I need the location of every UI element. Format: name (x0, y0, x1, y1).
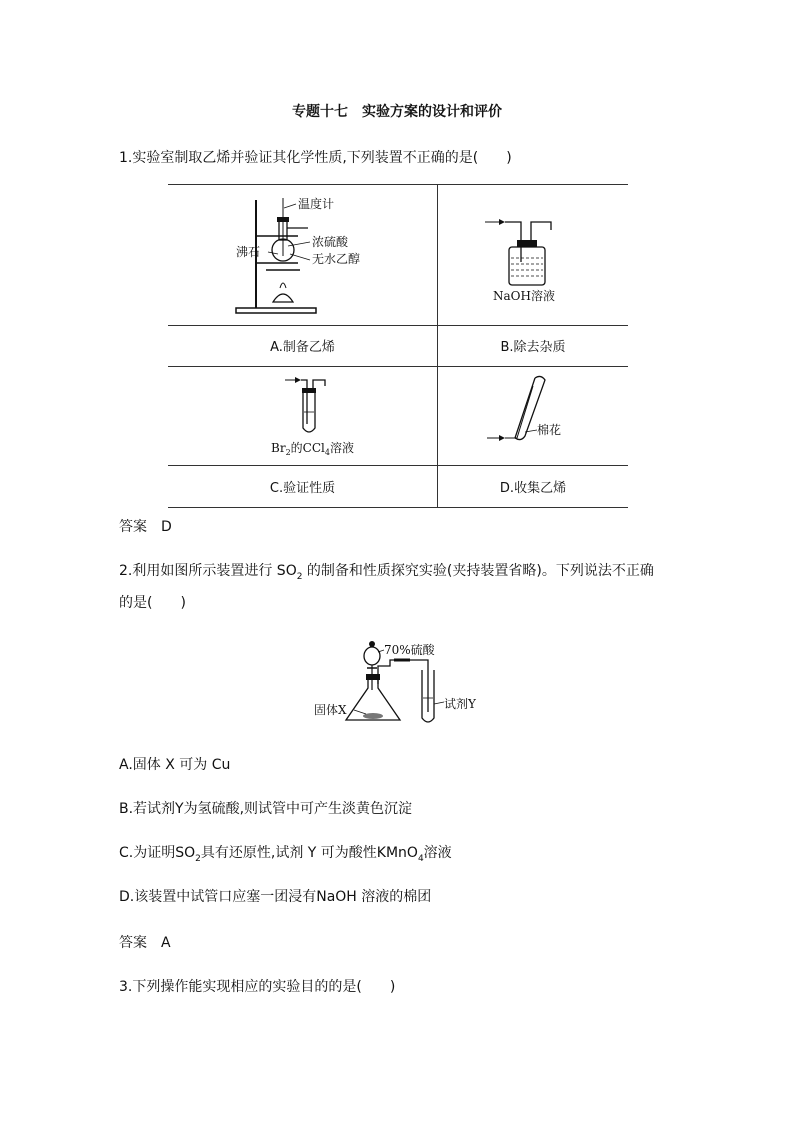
option-d-figure-cell (438, 367, 628, 466)
label-naoh-solution: NaOH溶液 (493, 288, 555, 303)
question-2-option-a: A.固体 X 可为 Cu (119, 757, 231, 773)
gas-washing-bottle-figure (473, 200, 593, 310)
question-1-options-table (168, 184, 628, 508)
gas-collection-tube-figure (473, 372, 593, 460)
option-b-label: B.除去杂质 (438, 325, 628, 367)
question-2-option-c: C.为证明$SO_2$具有还原性,试剂 Y 可为酸性KMnO$_4$溶液 (119, 845, 452, 864)
question-1-answer: 答案 D (119, 519, 172, 535)
option-c-figure-cell (168, 367, 438, 466)
label-thermometer: 温度计 (297, 196, 334, 211)
label-70-sulfuric-acid: 70%硫酸 (384, 643, 435, 657)
option-c-label: C.验证性质 (168, 466, 438, 508)
option-a-label: A.制备乙烯 (168, 325, 438, 367)
label-solid-x: 固体X (314, 703, 347, 717)
test-tube-bromine-figure (243, 372, 363, 460)
option-a-figure-cell (168, 185, 438, 326)
label-conc-sulfuric-acid: 浓硫酸 (311, 234, 348, 249)
label-reagent-y: 试剂Y (444, 697, 476, 711)
option-d-label: D.收集乙烯 (438, 466, 628, 508)
page-title: 专题十七 实验方案的设计和评价 (292, 104, 502, 120)
so2-apparatus-figure (310, 630, 500, 730)
question-1-stem: 1.实验室制取乙烯并验证其化学性质,下列装置不正确的是( ) (119, 150, 512, 166)
question-2-answer: 答案 A (119, 935, 171, 951)
question-3-stem: 3.下列操作能实现相应的实验目的的是( ) (119, 979, 396, 995)
ethylene-preparation-apparatus-figure (218, 190, 388, 320)
question-2-option-d: D.该装置中试管口应塞一团浸有NaOH 溶液的棉团 (119, 889, 432, 905)
option-b-figure-cell (438, 185, 628, 326)
label-boiling-stones: 沸石 (235, 244, 260, 259)
label-cotton: 棉花 (537, 423, 562, 438)
question-2-stem-line-2: 的是( ) (119, 595, 186, 611)
label-br2-ccl4-solution: $Br_2$的CCl$_4$溶液 (270, 441, 354, 458)
question-2-stem-line-1: 2.利用如图所示装置进行 $SO_2$ 的制备和性质探究实验(夹持装置省略)。下列说法不正确 (119, 563, 654, 582)
question-2-option-b: B.若试剂Y为氢硫酸,则试管中可产生淡黄色沉淀 (119, 801, 413, 817)
label-anhydrous-ethanol: 无水乙醇 (311, 251, 360, 266)
